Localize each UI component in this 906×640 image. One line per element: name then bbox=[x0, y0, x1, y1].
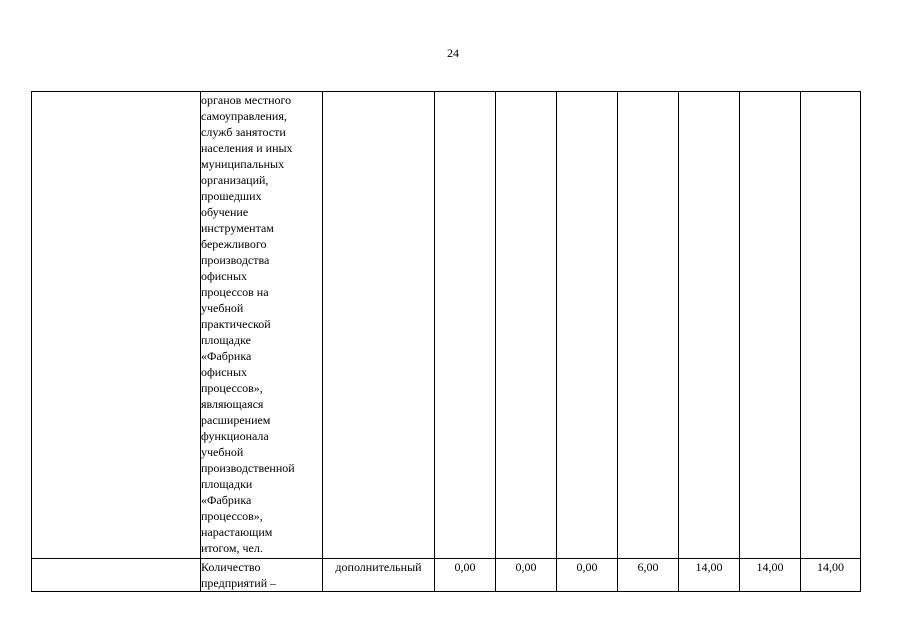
value-cell: 0,00 bbox=[496, 559, 557, 592]
table-cell-empty bbox=[32, 92, 201, 559]
table-row bbox=[32, 559, 861, 592]
indicator-description-cell bbox=[201, 92, 323, 559]
indicator-description-cell bbox=[201, 559, 323, 592]
value-cell: 14,00 bbox=[679, 559, 740, 592]
table-cell-empty bbox=[557, 92, 618, 559]
table-cell-empty bbox=[323, 92, 435, 559]
value-cell: 6,00 bbox=[618, 559, 679, 592]
indicator-description: Количество предприятий – bbox=[201, 560, 277, 590]
table-cell-empty bbox=[435, 92, 496, 559]
indicator-description: органов местного самоуправления, служб занятости населения и иных муниципальных организаций, прошедших обучение инструментам бережливого производства офисных процессов на учебной практической площадке «Фабрика офисных процессов», являющаяся расширением функционала учебной производственной площадки «Фабрика процессов», нарастающим итогом, чел. bbox=[201, 93, 295, 555]
table-cell-empty bbox=[801, 92, 861, 559]
page-number: 24 bbox=[447, 46, 459, 60]
value-cell: 14,00 bbox=[801, 559, 861, 592]
value-cell: 0,00 bbox=[557, 559, 618, 592]
value-cell: 14,00 bbox=[740, 559, 801, 592]
value-cell: 0,00 bbox=[435, 559, 496, 592]
table-cell-empty bbox=[679, 92, 740, 559]
table-cell-empty bbox=[496, 92, 557, 559]
table-cell-empty bbox=[618, 92, 679, 559]
table-cell-empty bbox=[740, 92, 801, 559]
indicator-type-cell: дополнительный bbox=[323, 559, 435, 592]
table-row bbox=[32, 92, 861, 559]
table-cell-empty bbox=[32, 559, 201, 592]
indicator-table bbox=[31, 91, 861, 592]
